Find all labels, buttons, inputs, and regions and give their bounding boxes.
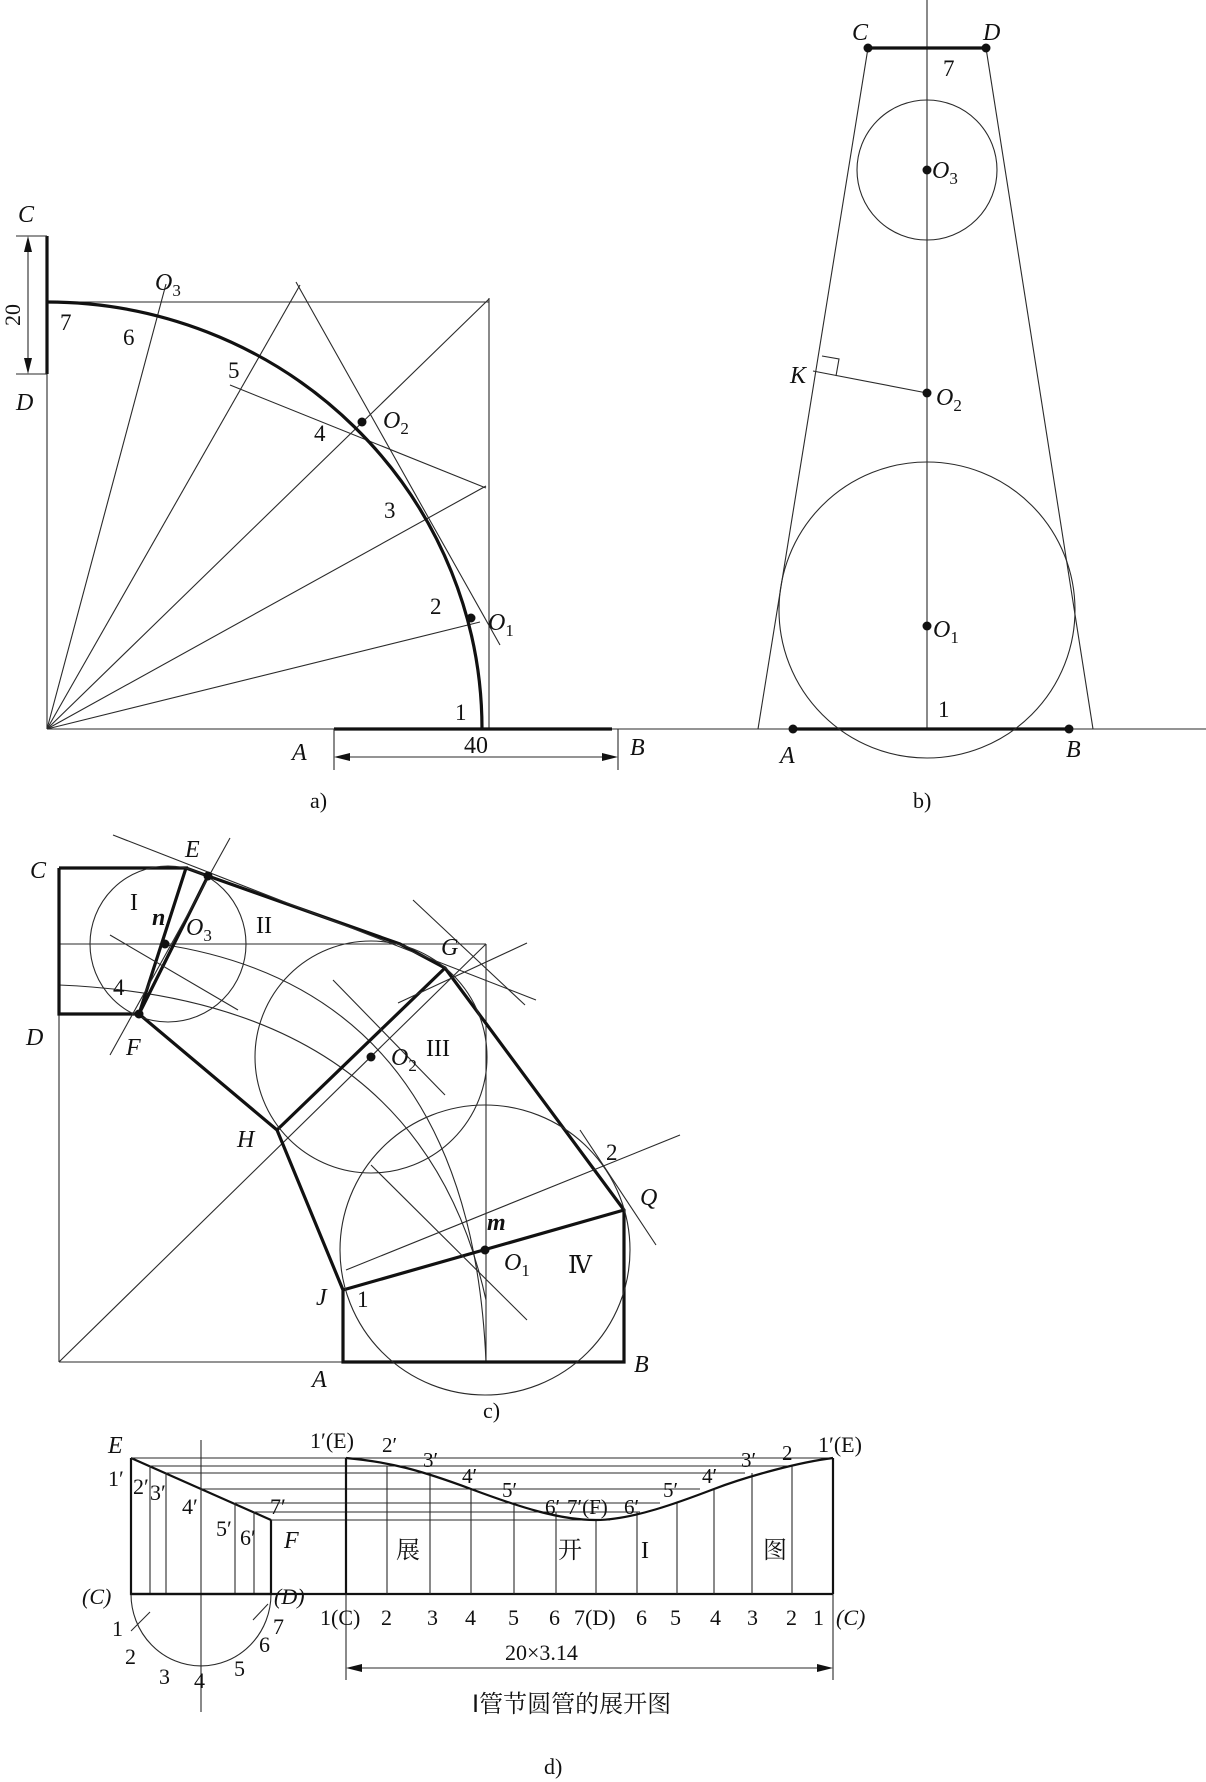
d-curve-label-10: 3′ <box>741 1448 757 1472</box>
d-bottom-label-2: 2 <box>381 1605 392 1630</box>
caption-d: d) <box>544 1754 563 1779</box>
a-num-3: 3 <box>384 498 396 523</box>
d-bottom-label-6: 6 <box>549 1605 560 1630</box>
a-label-o1: $O_1$ <box>488 610 514 640</box>
c-point-o2 <box>367 1053 376 1062</box>
c-label-o2: $O_2$ <box>391 1045 417 1075</box>
a-dim-arrow-bottom <box>24 358 32 374</box>
d-circle-num-7: 7 <box>273 1614 284 1639</box>
a-radial-5 <box>47 622 480 729</box>
d-curve-label-2: 3′ <box>423 1448 439 1472</box>
figure-c <box>25 835 680 1423</box>
d-char-roman-i: I <box>641 1538 649 1564</box>
b-right-side <box>986 48 1093 729</box>
b-label-b: B <box>1066 737 1081 763</box>
d-circle-num-2: 2 <box>125 1644 136 1669</box>
d-char-zhan: 展 <box>396 1536 420 1564</box>
c-line-e <box>113 835 536 1000</box>
c-roman-iv: Ⅳ <box>568 1253 592 1279</box>
d-curve-label-9: 4′ <box>702 1464 718 1488</box>
b-label-k: K <box>790 363 807 389</box>
c-label-o1: $O_1$ <box>504 1250 530 1280</box>
b-point-a <box>789 725 798 734</box>
d-curve-label-4: 5′ <box>502 1478 518 1502</box>
c-label-f: F <box>126 1035 141 1061</box>
d-bottom-label-3: 3 <box>427 1605 438 1630</box>
a-point-o1 <box>467 614 476 623</box>
d-curve-label-1: 2′ <box>382 1433 398 1457</box>
b-point-o1 <box>923 622 932 631</box>
a-radial-2 <box>47 285 300 729</box>
c-line-o1 <box>371 1165 527 1320</box>
c-label-4: 4 <box>113 975 125 1000</box>
c-label-g: G <box>441 935 459 961</box>
c-line-g2 <box>413 900 525 1005</box>
c-label-h: H <box>237 1127 255 1153</box>
d-top-left-label: 1′(E) <box>310 1428 354 1453</box>
d-tick-7 <box>253 1604 268 1620</box>
d-bottom-label-4: 4 <box>465 1605 476 1630</box>
a-label-c: C <box>18 202 35 228</box>
d-label-e: E <box>108 1433 123 1459</box>
c-point-o3 <box>161 940 170 949</box>
d-bottom-label-7: 7(D) <box>574 1605 616 1630</box>
d-char-kai: 开 <box>558 1536 582 1564</box>
b-k-perpendicular <box>813 371 927 393</box>
c-roman-iii: III <box>426 1036 450 1062</box>
d-bottom-label-10: 4 <box>710 1605 721 1630</box>
d-bottom-label-13: 1 <box>813 1605 824 1630</box>
d-curve-label-3: 4′ <box>462 1464 478 1488</box>
b-label-o1: $O_1$ <box>933 617 959 647</box>
d-dim-arrow-left <box>346 1664 362 1672</box>
c-label-b: B <box>634 1352 649 1378</box>
b-label-1: 1 <box>938 697 950 722</box>
caption-a: a) <box>310 788 328 813</box>
d-prime-3: 3′ <box>150 1480 166 1505</box>
b-label-a: A <box>780 743 795 769</box>
c-label-j: J <box>316 1285 327 1311</box>
d-circle-num-3: 3 <box>159 1664 170 1689</box>
d-circle-num-5: 5 <box>234 1656 245 1681</box>
d-bottom-label-5: 5 <box>508 1605 519 1630</box>
b-point-b <box>1065 725 1074 734</box>
d-bottom-label-8: 6 <box>636 1605 647 1630</box>
figure-b <box>612 0 1206 813</box>
d-circle-num-1: 1 <box>112 1616 123 1641</box>
c-point-e <box>204 872 213 881</box>
d-curve-label-8: 5′ <box>663 1478 679 1502</box>
c-label-c: C <box>30 858 47 884</box>
d-curve-label-11: 2 <box>782 1441 793 1465</box>
a-dim-arrow-top <box>24 236 32 252</box>
a-radial-4 <box>47 486 486 729</box>
c-label-q: Q <box>640 1185 658 1211</box>
d-top-right-label: 1′(E) <box>818 1432 862 1457</box>
a-dim40-arrow-right <box>602 753 618 761</box>
c-label-e: E <box>185 837 200 863</box>
d-char-tu: 图 <box>763 1536 787 1564</box>
figure-d <box>82 1428 865 1779</box>
d-label-c-paren: (C) <box>82 1584 112 1609</box>
d-bottom-label-11: 3 <box>747 1605 758 1630</box>
d-prime-6: 6′ <box>240 1525 256 1550</box>
a-dim-40-label: 40 <box>464 733 488 759</box>
d-dim-arrow-right <box>817 1664 833 1672</box>
c-roman-i: I <box>130 890 138 916</box>
b-left-side <box>758 48 868 729</box>
a-label-a: A <box>292 740 307 766</box>
a-point-o2 <box>358 418 367 427</box>
b-point-o3 <box>923 166 932 175</box>
d-label-f: F <box>284 1528 299 1554</box>
a-num-4: 4 <box>314 421 326 446</box>
d-bottom-label-9: 5 <box>670 1605 681 1630</box>
d-circle-num-6: 6 <box>259 1632 270 1657</box>
d-dimension-label: 20×3.14 <box>505 1640 578 1665</box>
d-bottom-label-1: 1(C) <box>320 1605 361 1630</box>
b-label-d: D <box>983 20 1001 46</box>
a-num-5: 5 <box>228 358 240 383</box>
c-label-n: n <box>152 905 166 931</box>
b-label-o3: $O_3$ <box>932 158 958 188</box>
caption-b: b) <box>913 788 932 813</box>
c-point-f <box>135 1010 144 1019</box>
a-dim40-arrow-left <box>334 753 350 761</box>
c-diagonal <box>59 944 486 1362</box>
d-curve-label-5: 6′ <box>545 1495 561 1519</box>
d-bottom-label-14: (C) <box>836 1605 866 1630</box>
a-label-d: D <box>16 390 34 416</box>
d-dev-verticals <box>387 1466 792 1594</box>
a-label-o3: $O_3$ <box>155 270 181 300</box>
a-num-1: 1 <box>455 700 467 725</box>
c-roman-ii: II <box>256 913 272 939</box>
d-prime-5: 5′ <box>216 1516 232 1541</box>
d-label-d-paren: (D) <box>274 1584 305 1609</box>
a-tangent-1 <box>296 282 500 645</box>
d-prime-4: 4′ <box>182 1494 198 1519</box>
c-point-o1 <box>481 1246 490 1255</box>
c-label-a: A <box>312 1367 327 1393</box>
a-num-2: 2 <box>430 594 442 619</box>
c-label-2: 2 <box>606 1140 618 1165</box>
a-num-7: 7 <box>60 310 72 335</box>
a-dim-20-label: 20 <box>0 304 25 326</box>
c-label-d: D <box>26 1025 44 1051</box>
a-radial-1 <box>47 284 166 729</box>
d-prime-2: 2′ <box>133 1474 149 1499</box>
b-point-o2 <box>923 389 932 398</box>
caption-c: c) <box>483 1398 501 1423</box>
a-label-b: B <box>630 735 645 761</box>
b-label-c: C <box>852 20 869 46</box>
d-curve-label-6: 7′(F) <box>567 1495 608 1519</box>
b-label-o2: $O_2$ <box>936 385 962 415</box>
figure-a <box>0 202 645 813</box>
d-prime-7: 7′ <box>270 1494 286 1519</box>
c-label-m: m <box>487 1210 506 1236</box>
d-curve-label-7: 6′ <box>624 1495 640 1519</box>
a-tangent-2 <box>230 385 486 488</box>
d-bottom-label-12: 2 <box>786 1605 797 1630</box>
d-circle-num-4: 4 <box>194 1668 205 1693</box>
a-num-6: 6 <box>123 325 135 350</box>
c-label-1: 1 <box>357 1287 369 1312</box>
a-label-o2: $O_2$ <box>383 408 409 438</box>
d-title: I管节圆管的展开图 <box>472 1690 672 1718</box>
d-prime-1: 1′ <box>108 1466 124 1491</box>
d-projection-lines <box>131 1458 833 1520</box>
b-label-7: 7 <box>943 56 955 81</box>
c-label-o3: $O_3$ <box>186 915 212 945</box>
